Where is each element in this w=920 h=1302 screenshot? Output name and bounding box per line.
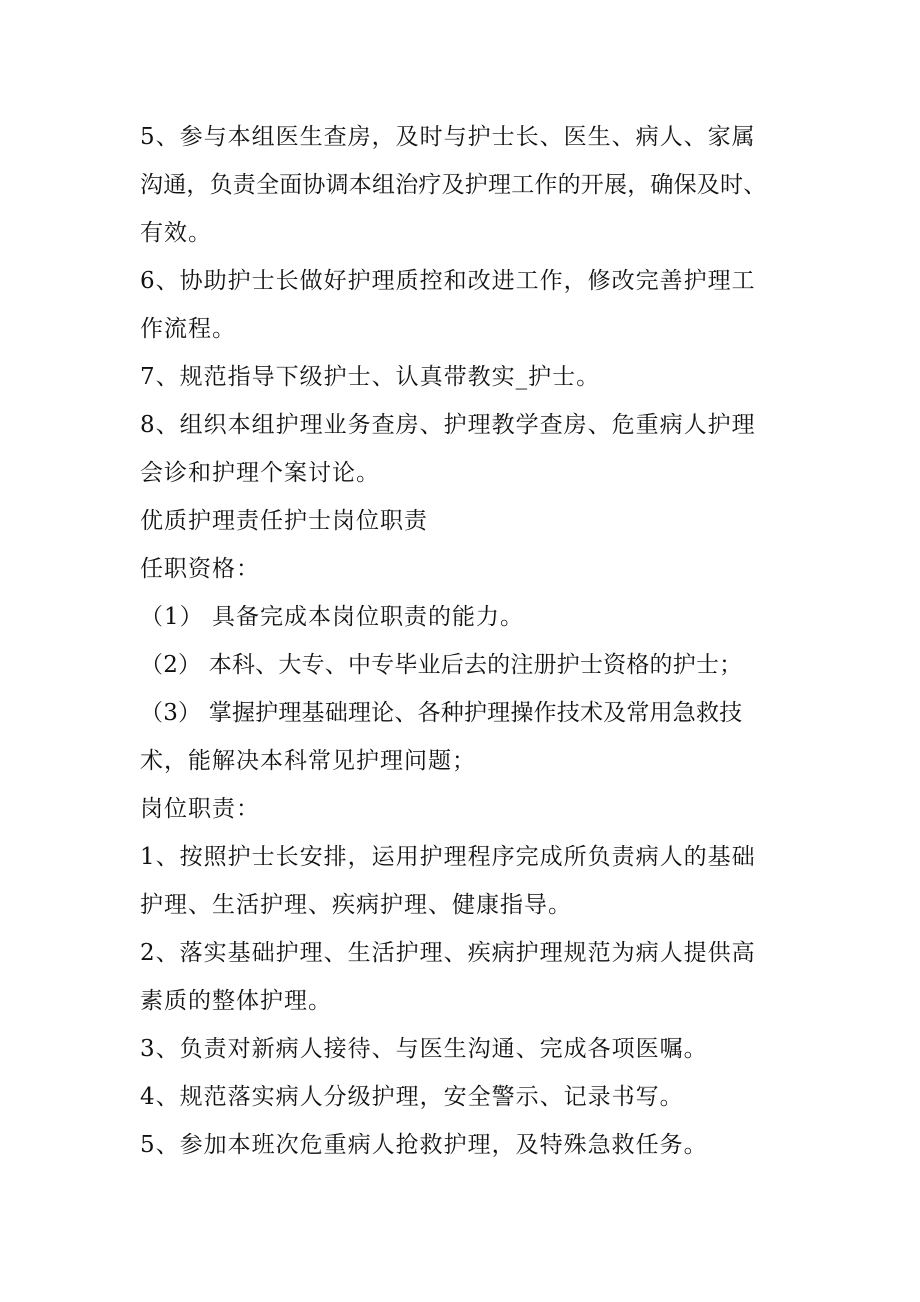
paragraph-line: 有效。 — [140, 220, 212, 246]
paragraph-line: 7、规范指导下级护士、认真带教实_护士。 — [140, 364, 601, 390]
list-item: （2） 本科、大专、中专毕业后去的注册护士资格的护士； — [140, 652, 743, 678]
list-item: （3） 掌握护理基础理论、各种护理操作技术及常用急救技 — [140, 700, 743, 726]
subsection-heading: 任职资格： — [140, 556, 260, 582]
paragraph-line: 5、参加本班次危重病人抢救护理，及特殊急救任务。 — [140, 1132, 708, 1158]
paragraph-line: 素质的整体护理。 — [140, 988, 332, 1014]
paragraph-line: 1、按照护士长安排，运用护理程序完成所负责病人的基础 — [140, 844, 756, 870]
document-body — [140, 113, 820, 1169]
paragraph-line: 作流程。 — [140, 316, 236, 342]
paragraph-line: 5、参与本组医生查房，及时与护士长、医生、病人、家属 — [140, 124, 756, 150]
paragraph-line: 护理、生活护理、疾病护理、健康指导。 — [140, 892, 572, 918]
list-item: （1） 具备完成本岗位职责的能力。 — [140, 604, 524, 630]
section-heading: 优质护理责任护士岗位职责 — [140, 508, 428, 534]
paragraph-line: 会诊和护理个案讨论。 — [140, 460, 380, 486]
paragraph-line: 6、协助护士长做好护理质控和改进工作，修改完善护理工 — [140, 268, 756, 294]
paragraph-line: 沟通，负责全面协调本组治疗及护理工作的开展，确保及时、 — [140, 172, 767, 198]
subsection-heading: 岗位职责： — [140, 796, 260, 822]
paragraph-line: 3、负责对新病人接待、与医生沟通、完成各项医嘱。 — [140, 1036, 708, 1062]
paragraph-line: 术，能解决本科常见护理问题； — [140, 748, 476, 774]
paragraph-line: 2、落实基础护理、生活护理、疾病护理规范为病人提供高 — [140, 940, 756, 966]
paragraph-line: 8、组织本组护理业务查房、护理教学查房、危重病人护理 — [140, 412, 756, 438]
paragraph-line: 4、规范落实病人分级护理，安全警示、记录书写。 — [140, 1084, 684, 1110]
